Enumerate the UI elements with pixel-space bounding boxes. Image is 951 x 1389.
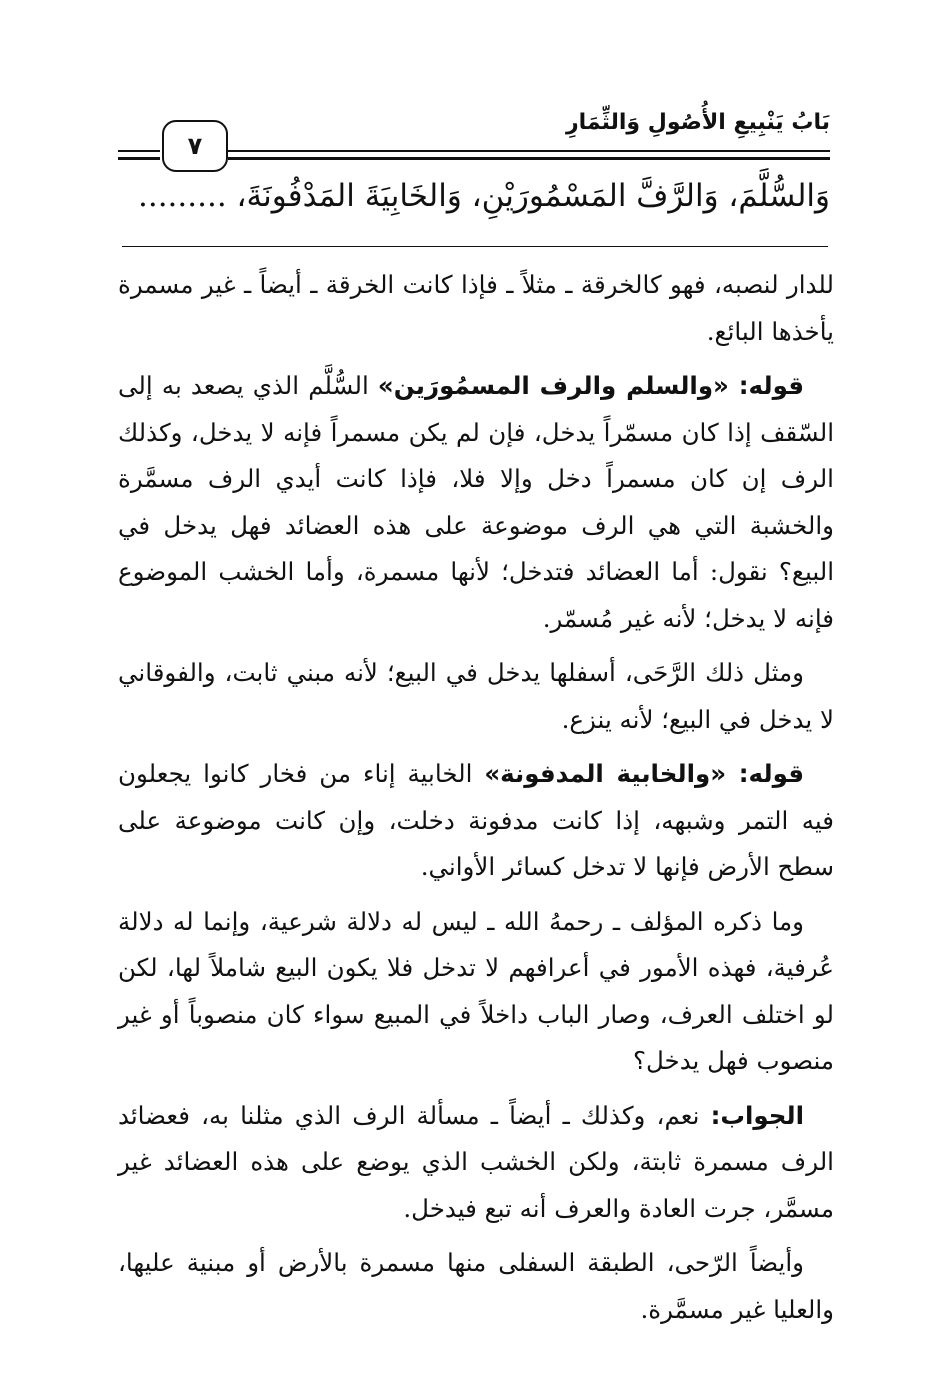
paragraph-text: وما ذكره المؤلف ـ رحمهُ الله ـ ليس له دلالة شرعية، وإنما له دلالة عُرفية، فهذه الأمور في أعرافهم لا تدخل فلا يكون البيع شاملاً لها، لكن لو اختلف العرف، وصار الباب داخلاً في المبيع سواء كان منصوباً أو غير منصوب فهل يدخل؟: [118, 906, 834, 1075]
paragraph-text: السُّلَّم الذي يصعد به إلى السّقف إذا كان مسمّراً يدخل، فإن لم يكن مسمراً فإنه لا يدخل، وكذلك الرف إن كان مسمراً دخل وإلا فلا، فإذا كانت أيدي الرف مسمَّرة والخشبة التي هي الرف موضوعة على هذه العضائد فهل يدخل في البيع؟ نقول: أما العضائد فتدخل؛ لأنها مسمرة، وأما الخشب الموضوع فإنه لا يدخل؛ لأنه غير مُسمّر.: [118, 371, 834, 633]
paragraph: [118, 363, 834, 642]
paragraph-label: قوله: «والخابية المدفونة»: [484, 759, 804, 788]
page-header: [118, 108, 830, 168]
paragraph: [118, 1093, 834, 1233]
paragraph: [118, 262, 834, 355]
header-rule-left: [118, 150, 160, 160]
commentary-body: [118, 262, 834, 1341]
paragraph: [118, 650, 834, 743]
matn-separator-rule: [122, 246, 828, 247]
paragraph: [118, 899, 834, 1085]
paragraph-text: نعم، وكذلك ـ أيضاً ـ مسألة الرف الذي مثلنا به، فعضائد الرف مسمرة ثابتة، ولكن الخشب الذي يوضع على هذه العضائد غير مسمَّر، جرت العادة والعرف أنه تبع فيدخل.: [118, 1100, 834, 1223]
paragraph: [118, 1240, 834, 1333]
paragraph-text: للدار لنصبه، فهو كالخرقة ـ مثلاً ـ فإذا كانت الخرقة ـ أيضاً ـ غير مسمرة يأخذها البائع.: [118, 270, 834, 346]
page-number: ٧: [162, 120, 228, 172]
paragraph-text: وأيضاً الرّحى، الطبقة السفلى منها مسمرة بالأرض أو مبنية عليها، والعليا غير مسمَّرة.: [118, 1248, 834, 1324]
header-rule-right: [228, 150, 830, 160]
paragraph-label: قوله: «والسلم والرف المسمُورَين»: [377, 371, 804, 400]
paragraph-label: الجواب:: [710, 1100, 804, 1130]
matn-line: وَالسُّلَّمَ، وَالرَّفَّ المَسْمُورَيْنِ، وَالخَابِيَةَ المَدْفُونَةَ، .........: [137, 178, 830, 214]
running-title: بَابُ يَنْبِيعِ الأُصُولِ وَالثِّمَارِ: [565, 110, 830, 135]
paragraph-text: ومثل ذلك الرَّحَى، أسفلها يدخل في البيع؛ لأنه مبني ثابت، والفوقاني لا يدخل في البيع؛ لأنه ينزع.: [118, 658, 834, 734]
paragraph: [118, 751, 834, 891]
paragraph-text: الخابية إناء من فخار كانوا يجعلون فيه التمر وشبهه، إذا كانت مدفونة دخلت، وإن كانت موضوعة على سطح الأرض فإنها لا تدخل كسائر الأواني.: [118, 759, 834, 881]
